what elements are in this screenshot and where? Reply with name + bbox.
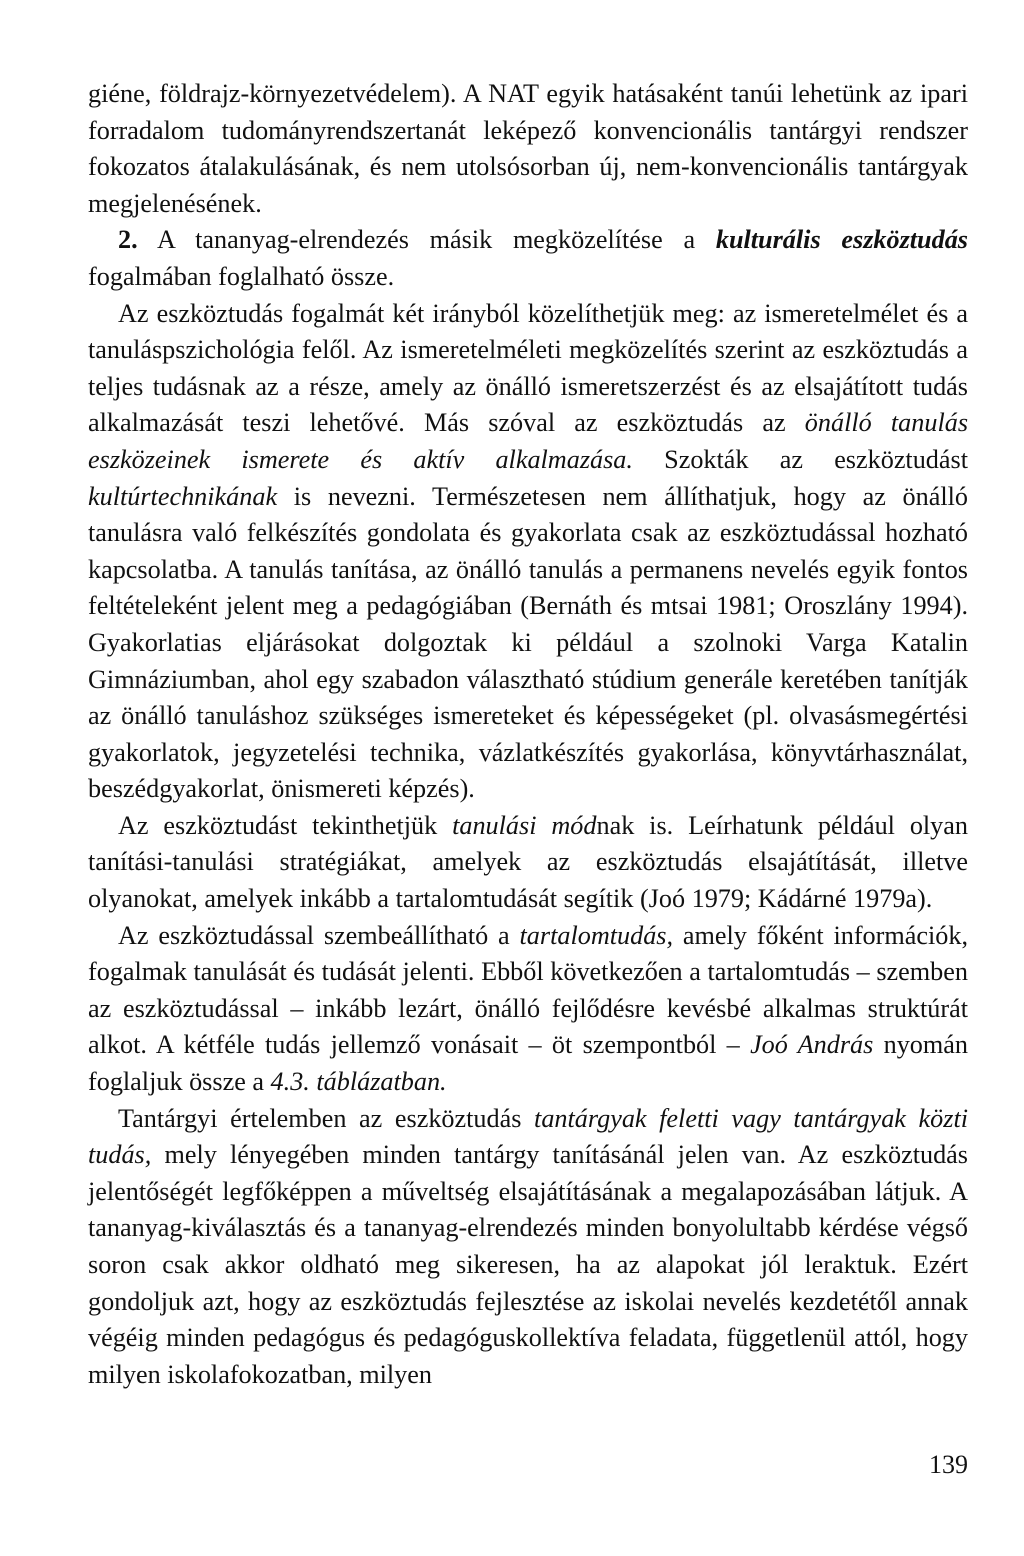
text-run: Az eszköztudás fogalmát két irányból közelíthetjük meg: az ismeretelmélet és a tanuláspszichológia felől. Az ismeretelméleti megközelítés szerint az eszköztudás a teljes tudásnak az a része, amely az önálló ismeretszerzést és az elsajátított tudás alkalmazását teszi lehetővé. Más szóval az eszköztudás az	[88, 298, 968, 438]
text-run: nak is. Leírhatunk például olyan tanítási-tanulási stratégiákat, amelyek az eszköztudás elsajátítását, illetve olyanokat, amelyek inkább a tartalomtudását segítik (Joó 1979; Kádárné 1979a).	[88, 810, 968, 914]
text-run: is nevezni. Természetesen nem állíthatjuk, hogy az önálló tanulásra való felkészítés gondolata és gyakorlata csak az eszköztudással hozható kapcsolatba. A tanulás tanítása, az önálló tanulás a permanens nevelés egyik fontos feltételeként jelent meg a pedagógiában (Bernáth és mtsai 1981; Oroszlány 1994). Gyakorlatias eljárásokat dolgoztak ki például a szolnoki Varga Katalin Gimnáziumban, ahol egy szabadon választható stúdium generále keretében tanítják az önálló tanuláshoz szükséges ismereteket és képességeket (pl. olvasásmegértési gyakorlatok, jegyzetelési technika, vázlatkészítés gyakorlása, könyvtárhasználat, beszédgyakorlat, önismereti képzés).	[88, 481, 968, 804]
text-run: mely lényegében minden tantárgy tanításánál jelen van. Az eszköztudás jelentőségét legfőképpen a műveltség elsajátításának a megalapozásában látjuk. A tananyag-kiválasztás és a tananyag-elrendezés minden bonyolultabb kérdése végső soron csak akkor oldható meg sikeresen, ha az alapokat jól leraktuk. Ezért gondoljuk azt, hogy az eszköztudás fejlesztése az iskolai nevelés kezdetétől annak végéig minden pedagógus és pedagóguskollektíva feladata, függetlenül attól, hogy milyen iskolafokozatban, milyen	[88, 1140, 968, 1389]
text-run: Az eszköztudást tekinthetjük	[118, 810, 453, 840]
emphasis-italic: kultúrtechnikának	[88, 481, 278, 511]
emphasis-italic: 4.3. táblázatban.	[270, 1067, 447, 1097]
text-run: Az eszköztudással szembeállítható a	[118, 920, 520, 950]
page-body	[88, 76, 968, 1393]
paragraph-1	[88, 76, 968, 222]
text-run: Szokták az eszköztudást	[632, 444, 968, 474]
text-run: Tantárgyi értelemben az eszköztudás	[118, 1103, 535, 1133]
paragraph-4	[88, 808, 968, 918]
text-run: giéne, földrajz-környezetvédelem). A NAT egyik hatásaként tanúi lehetünk az ipari forradalom tudományrendszertanát leképező konvencionális tantárgyi rendszer fokozatos átalakulásának, és nem utolsósorban új, nem-konvencionális tantárgyak megjelenésének.	[88, 79, 968, 218]
emphasis-italic: önálló tanulás eszközeinek ismerete és aktív alkalmazása.	[88, 408, 969, 474]
list-number: 2.	[118, 225, 138, 255]
paragraph-6	[88, 1101, 968, 1394]
emphasis-italic: tantárgyak feletti vagy tantárgyak közti tudás,	[88, 1103, 968, 1170]
emphasis-bold-italic: kulturális eszköztudás	[715, 225, 968, 255]
emphasis-italic: Joó András	[750, 1030, 874, 1060]
text-run: fogalmában foglalható össze.	[88, 261, 395, 291]
page-number: 139	[929, 1450, 968, 1479]
text-run: amely főként információk, fogalmak tanulását és tudását jelenti. Ebből következően a tartalomtudás – szemben az eszköztudással – inkább lezárt, önálló fejlődésre kevésbé alkalmas struktúrát alkot. A kétféle tudás jellemző vonásait – öt szempontból –	[88, 920, 968, 1060]
text-run: A tananyag-elrendezés másik megközelítése a	[137, 225, 716, 255]
emphasis-italic: tanulási mód	[452, 810, 597, 840]
emphasis-italic: tartalomtudás,	[519, 920, 674, 950]
paragraph-2	[88, 222, 968, 295]
paragraph-3	[88, 296, 968, 808]
paragraph-5	[88, 918, 968, 1101]
text-run: nyomán foglaljuk össze a	[88, 1030, 968, 1097]
